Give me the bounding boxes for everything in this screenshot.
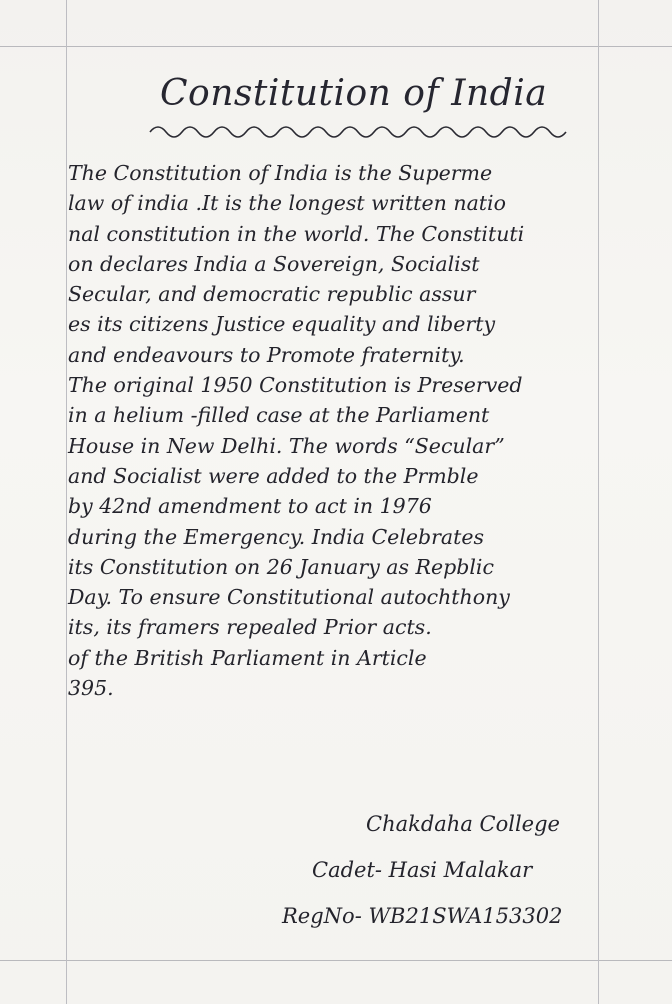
essay-line: its, its framers repealed Prior acts. bbox=[68, 615, 432, 640]
signature-reg-no: RegNo- WB21SWA153302 bbox=[282, 904, 563, 928]
essay-line: by 42nd amendment to act in 1976 bbox=[68, 494, 432, 519]
essay-line: Secular, and democratic republic assur bbox=[68, 282, 476, 307]
bottom-rule-line bbox=[0, 960, 672, 961]
essay-line: es its citizens Justice equality and liberty bbox=[68, 312, 496, 337]
essay-line: and endeavours to Promote fraternity. bbox=[68, 342, 465, 367]
essay-body bbox=[68, 158, 628, 703]
top-rule-line bbox=[0, 46, 672, 47]
essay-line: The Constitution of India is the Superme bbox=[68, 161, 493, 185]
left-margin-line bbox=[66, 0, 67, 1004]
essay-line: and Socialist were added to the Prmble bbox=[68, 463, 479, 488]
essay-line: law of india .It is the longest written natio bbox=[68, 191, 506, 216]
essay-line: House in New Delhi. The words “Secular” bbox=[68, 433, 505, 458]
wavy-underline bbox=[148, 118, 568, 142]
essay-line: The original 1950 Constitution is Preserved bbox=[68, 373, 523, 398]
essay-line: nal constitution in the world. The Constituti bbox=[68, 221, 525, 246]
signature-college: Chakdaha College bbox=[366, 812, 560, 836]
page-title: Constitution of India bbox=[160, 73, 548, 114]
signature-cadet-name: Cadet- Hasi Malakar bbox=[312, 858, 533, 882]
essay-line: in a helium -filled case at the Parliament bbox=[68, 403, 490, 428]
essay-line: 395. bbox=[68, 676, 114, 701]
essay-line: on declares India a Sovereign, Socialist bbox=[68, 251, 480, 276]
essay-line: during the Emergency. India Celebrates bbox=[68, 524, 485, 549]
essay-line: of the British Parliament in Article bbox=[68, 645, 427, 670]
essay-line: Day. To ensure Constitutional autochthony bbox=[68, 585, 510, 610]
essay-line: its Constitution on 26 January as Repblic bbox=[68, 554, 494, 579]
